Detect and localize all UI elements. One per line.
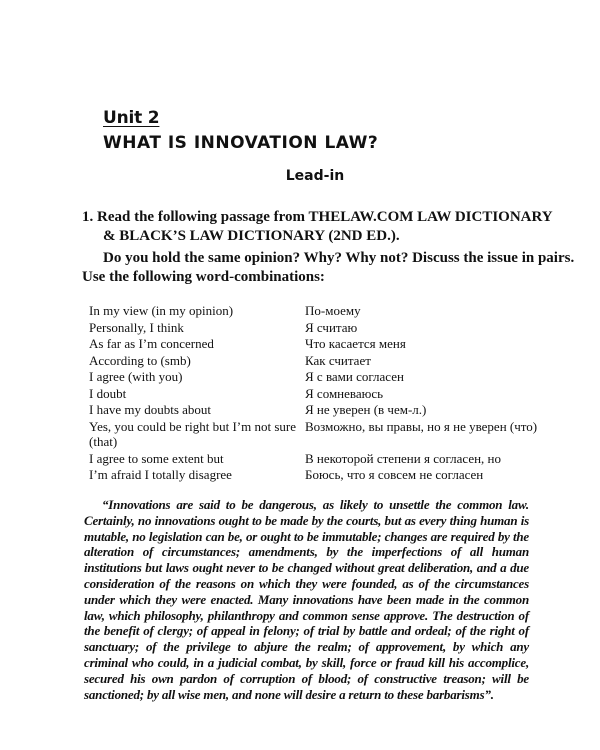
- task-continuation: & BLACK’S LAW DICTIONARY (2ND ED.).: [103, 228, 400, 244]
- phrase-row: [89, 336, 540, 353]
- task-question-line: Use the following word-combinations:: [82, 269, 325, 285]
- phrase-row: [89, 353, 540, 370]
- phrase-russian: Что касается меня: [305, 336, 406, 351]
- section-heading: Lead-in: [285, 168, 345, 184]
- phrase-row: [89, 386, 540, 403]
- phrase-row: [89, 419, 540, 451]
- quote-passage: “Innovations are said to be dangerous, as likely to unsettle the common law. Certainly, no innovations ought to be made by the courts, but as every thing human is mutable, no legislation can be, or ought to be immutable; changes are required by the alteration of circumstances; amendments, by the imperfections of all human institutions but laws ought never to be changed without great deliberation, and a due consideration of the reasons on which they were founded, as of the circumstances under which they were enacted. Many innovations have been made in the common law, which philosophy, philanthropy and common sense approve. The destruction of the benefit of clergy; of appeal in felony; of trial by battle and ordeal; of the right of sanctuary; of the privilege to abjure the realm; of approvement, by which any criminal who could, in a judicial combat, by skill, force or fraud kill his accomplice, secured his own pardon of corruption of blood; of constructive treason; will be sanctioned; by all wise men, and none will desire a return to these barbarisms”.: [84, 497, 529, 702]
- phrase-russian: По-моему: [305, 303, 361, 318]
- phrase-english: According to (smb): [89, 352, 191, 368]
- phrase-english: In my view (in my opinion): [89, 303, 234, 318]
- phrase-english: I agree to some extent but: [89, 450, 224, 466]
- phrase-russian: Возможно, вы правы, но я не уверен (что): [305, 418, 538, 434]
- phrase-row: [89, 303, 540, 320]
- phrase-russian: Я не уверен (в чем-л.): [305, 402, 427, 417]
- phrase-english: I doubt: [89, 385, 127, 401]
- phrase-russian: Боюсь, что я совсем не согласен: [305, 467, 484, 482]
- phrase-russian: Как считает: [305, 352, 371, 368]
- unit-title: WHAT IS INNOVATION LAW?: [103, 133, 379, 153]
- phrase-english: I have my doubts about: [89, 402, 212, 417]
- phrase-russian: Я с вами согласен: [305, 369, 404, 384]
- phrase-row: [89, 467, 540, 484]
- phrase-row: [89, 369, 540, 386]
- unit-label: Unit 2: [103, 108, 160, 128]
- phrase-russian: Я сомневаюсь: [305, 385, 384, 401]
- task-instruction: [82, 208, 553, 246]
- phrase-english: Personally, I think: [89, 319, 184, 335]
- task-number-line: 1. Read the following passage from THELAW.COM LAW DICTIONARY: [82, 209, 553, 225]
- phrase-row: [89, 451, 540, 468]
- phrase-russian: В некоторой степени я согласен, но: [305, 450, 502, 466]
- phrase-english: Yes, you could be right but I’m not sure (that): [89, 418, 297, 449]
- phrase-russian: Я считаю: [305, 319, 358, 335]
- task-question-line: Do you hold the same opinion? Why? Why not? Discuss the issue in pairs.: [103, 250, 575, 266]
- phrase-table: [89, 303, 540, 484]
- phrase-english: I’m afraid I totally disagree: [89, 467, 232, 482]
- phrase-english: As far as I’m concerned: [89, 336, 214, 351]
- phrase-row: [89, 320, 540, 337]
- phrase-english: I agree (with you): [89, 369, 183, 384]
- task-question: [82, 249, 575, 287]
- phrase-row: [89, 402, 540, 419]
